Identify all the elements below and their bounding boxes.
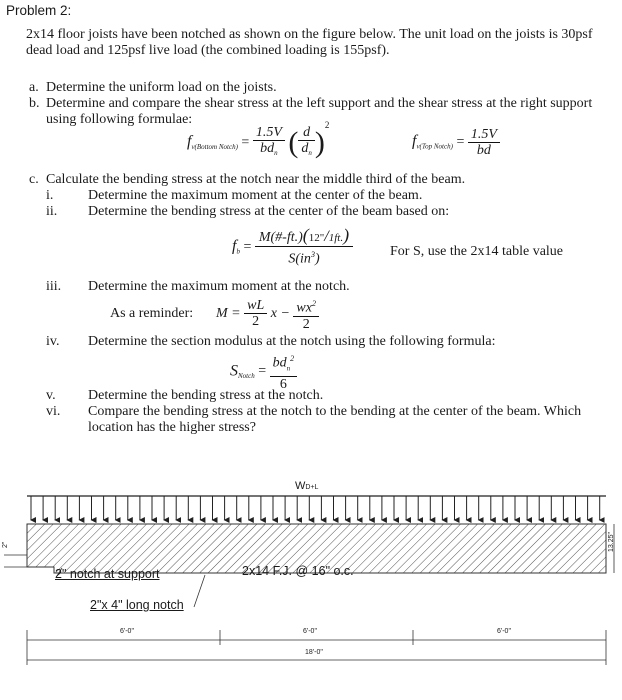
item-b-marker: b. [29, 96, 40, 111]
f2-subscript: v(Top Notch) [416, 142, 453, 151]
item-cvi-line-1: Compare the bending stress at the notch to the bending at the center of the beam. Which [88, 404, 582, 419]
item-b-line-2: using following formulae: [46, 112, 193, 127]
total-span-dim: 18'-0" [305, 649, 323, 656]
item-cvi-line-2: location has the higher stress? [88, 420, 256, 435]
depth-dimension: 13.25" [608, 531, 615, 552]
item-ciii-marker: iii. [46, 279, 62, 294]
load-label: WD+L [295, 480, 319, 492]
intro-line-1: 2x14 floor joists have been notched as shown on the figure below. The unit load on the joists is 30psf [26, 27, 593, 42]
problem-header: Problem 2: [6, 3, 72, 18]
span-dim-1: 6'-0" [120, 628, 134, 635]
joist-label: 2x14 F.J. @ 16" o.c. [242, 564, 354, 578]
f1-fraction: 1.5V $bd_n$ [253, 125, 285, 161]
s-table-note: For S, use the 2x14 table value [390, 244, 564, 259]
formula-moment: M = $\frac{wL}{2}$ x − $\frac{wx^2}{2}$ [216, 296, 319, 332]
f2-fraction: $\frac{1.5V}{bd}$ [468, 127, 500, 158]
notch-size-label: 2"x 4" long notch [90, 598, 184, 612]
item-a-marker: a. [29, 80, 39, 95]
item-b-line-1: Determine and compare the shear stress at the left support and the shear stress at the right support [46, 96, 593, 111]
item-c-marker: c. [29, 172, 39, 187]
item-cii-text: Determine the bending stress at the center of the beam based on: [88, 204, 450, 219]
item-civ-text: Determine the section modulus at the notch using the following formula: [88, 334, 496, 349]
item-ci-marker: i. [46, 188, 54, 203]
formula-shear-bottom-notch: $f_{v(Bottom Notch)}$ = 1.5V $bd_n$ ( $\frac{d}{d_n}$ )$^2$ [187, 120, 330, 159]
item-cii-marker: ii. [46, 204, 58, 219]
item-cv-text: Determine the bending stress at the notch. [88, 388, 324, 403]
left-notch-tag: 2" [2, 541, 9, 548]
item-cv-marker: v. [46, 388, 56, 403]
notch-leader [194, 575, 205, 607]
formula-shear-top-notch: $f_{v(Top Notch)}$ = $\frac{1.5V}{bd}$ [412, 127, 500, 158]
f1-ratio: $\frac{d}{d_n}$ [298, 125, 315, 161]
reminder-label: As a reminder: [110, 306, 194, 321]
item-c-text: Calculate the bending stress at the notch near the middle third of the beam. [46, 172, 466, 187]
formula-section-modulus: $S_{Notch}$ = $bd_n^2$ 6 [230, 351, 297, 392]
formula-bending-stress: $f_b$ = $\frac{M(\#-ft.)(12"/1ft.)}{S(in^3)}$ [232, 228, 353, 267]
span-dim-2: 6'-0" [303, 628, 317, 635]
item-ciii-text: Determine the maximum moment at the notch. [88, 279, 350, 294]
intro-line-2: dead load and 125psf live load (the combined loading is 155psf). [26, 43, 390, 58]
f3-fraction: $\frac{M(\#-ft.)(12"/1ft.)}{S(in^3)}$ [255, 228, 353, 267]
span-dim-3: 6'-0" [497, 628, 511, 635]
notch-at-support-label: 2" notch at support [55, 567, 160, 581]
item-a-text: Determine the uniform load on the joists. [46, 80, 277, 95]
load-arrows [31, 496, 600, 520]
item-cvi-marker: vi. [46, 404, 61, 419]
f1-subscript: v(Bottom Notch) [191, 143, 238, 151]
item-civ-marker: iv. [46, 334, 60, 349]
item-ci-text: Determine the maximum moment at the center of the beam. [88, 188, 423, 203]
